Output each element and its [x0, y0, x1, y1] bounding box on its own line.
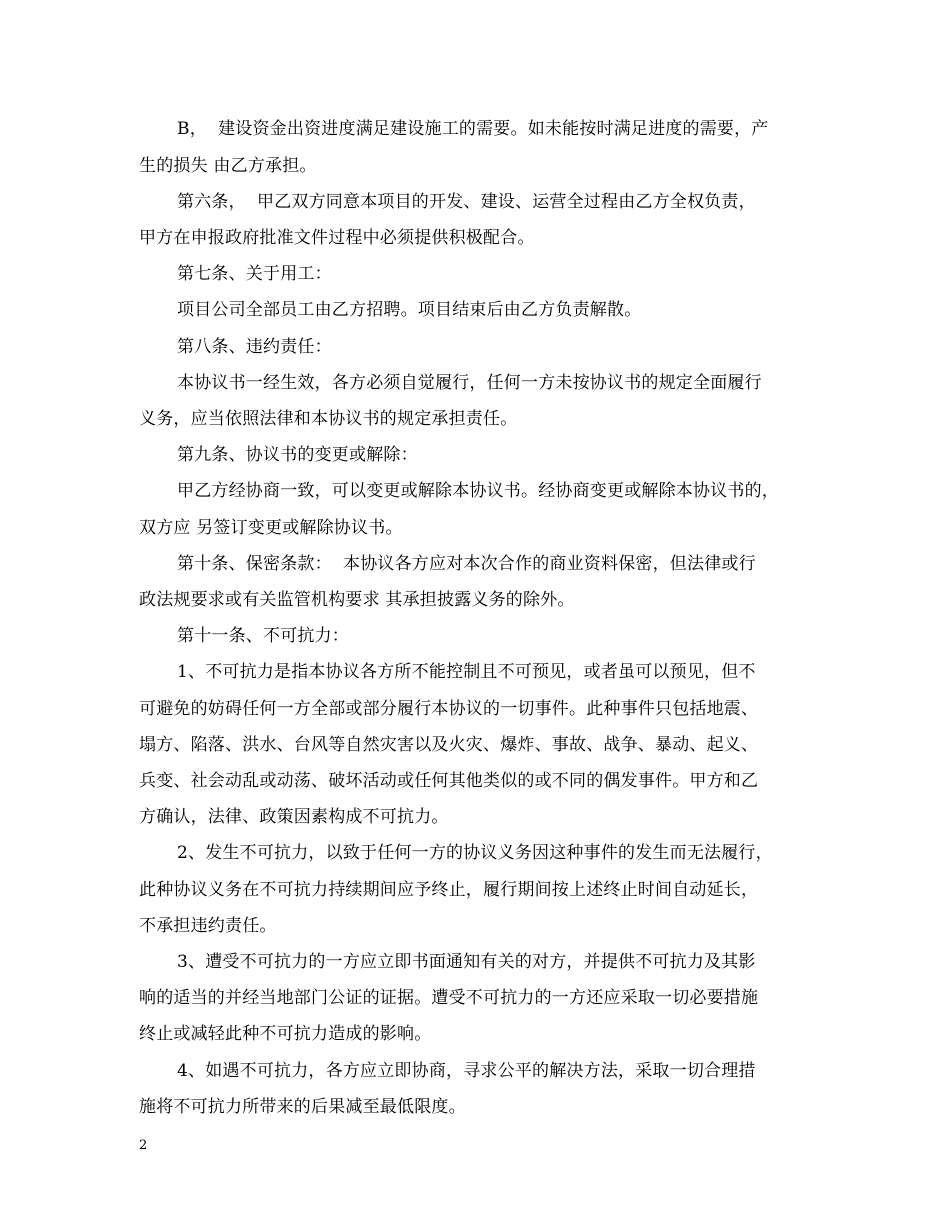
text-line: 第十条、保密条款： 本协议各方应对本次合作的商业资料保密，但法律或行 — [177, 554, 756, 574]
text-line: 响的适当的并经当地部门公证的证据。遭受不可抗力的一方还应采取一切必要措施 — [139, 988, 759, 1008]
text-line: B， 建设资金出资进度满足建设施工的需要。如未能按时满足进度的需要，产 — [177, 119, 769, 139]
text-line: 第七条、关于用工： — [177, 264, 332, 284]
text-line: 兵变、社会动乱或动荡、破坏活动或任何其他类似的或不同的偶发事件。甲方和乙 — [139, 771, 759, 791]
page-number: 2 — [139, 1138, 148, 1153]
text-line: 施将不可抗力所带来的后果减至最低限度。 — [139, 1097, 466, 1117]
text-line: 3、遭受不可抗力的一方应立即书面通知有关的对方，并提供不可抗力及其影 — [177, 952, 756, 972]
text-line: 义务，应当依照法律和本协议书的规定承担责任。 — [139, 409, 518, 429]
text-line: 第八条、违约责任： — [177, 337, 332, 357]
text-line: 1、不可抗力是指本协议各方所不能控制且不可预见，或者虽可以预见，但不 — [177, 662, 756, 682]
text-line: 生的损失 由乙方承担。 — [139, 156, 317, 176]
text-line: 4、如遇不可抗力，各方应立即协商，寻求公平的解决方法，采取一切合理措 — [177, 1061, 756, 1081]
text-line: 终止或减轻此种不可抗力造成的影响。 — [139, 1024, 432, 1044]
text-line: 第六条， 甲乙双方同意本项目的开发、建设、运营全过程由乙方全权负责， — [177, 192, 756, 212]
text-line: 本协议书一经生效，各方必须自觉履行，任何一方未按协议书的规定全面履行 — [177, 373, 762, 393]
text-line: 政法规要求或有关监管机构要求 其承担披露义务的除外。 — [139, 590, 575, 610]
text-line: 第十一条、不可抗力： — [177, 626, 349, 646]
text-line: 2、发生不可抗力，以致于任何一方的协议义务因这种事件的发生而无法履行， — [177, 843, 773, 863]
text-line: 不承担违约责任。 — [139, 916, 277, 936]
text-line: 方确认，法律、政策因素构成不可抗力。 — [139, 807, 449, 827]
text-line: 第九条、协议书的变更或解除： — [177, 445, 418, 465]
text-line: 塌方、陷落、洪水、台风等自然灾害以及火灾、爆炸、事故、战争、暴动、起义、 — [139, 735, 759, 755]
text-line: 甲乙方经协商一致，可以变更或解除本协议书。经协商变更或解除本协议书的， — [177, 481, 779, 501]
text-line: 甲方在申报政府批准文件过程中必须提供积极配合。 — [139, 228, 535, 248]
text-line: 双方应 另签订变更或解除协议书。 — [139, 518, 403, 538]
text-line: 此种协议义务在不可抗力持续期间应予终止，履行期间按上述终止时间自动延长， — [139, 880, 759, 900]
text-line: 项目公司全部员工由乙方招聘。项目结束后由乙方负责解散。 — [177, 300, 642, 320]
text-line: 可避免的妨碍任何一方全部或部分履行本协议的一切事件。此种事件只包括地震、 — [139, 699, 759, 719]
